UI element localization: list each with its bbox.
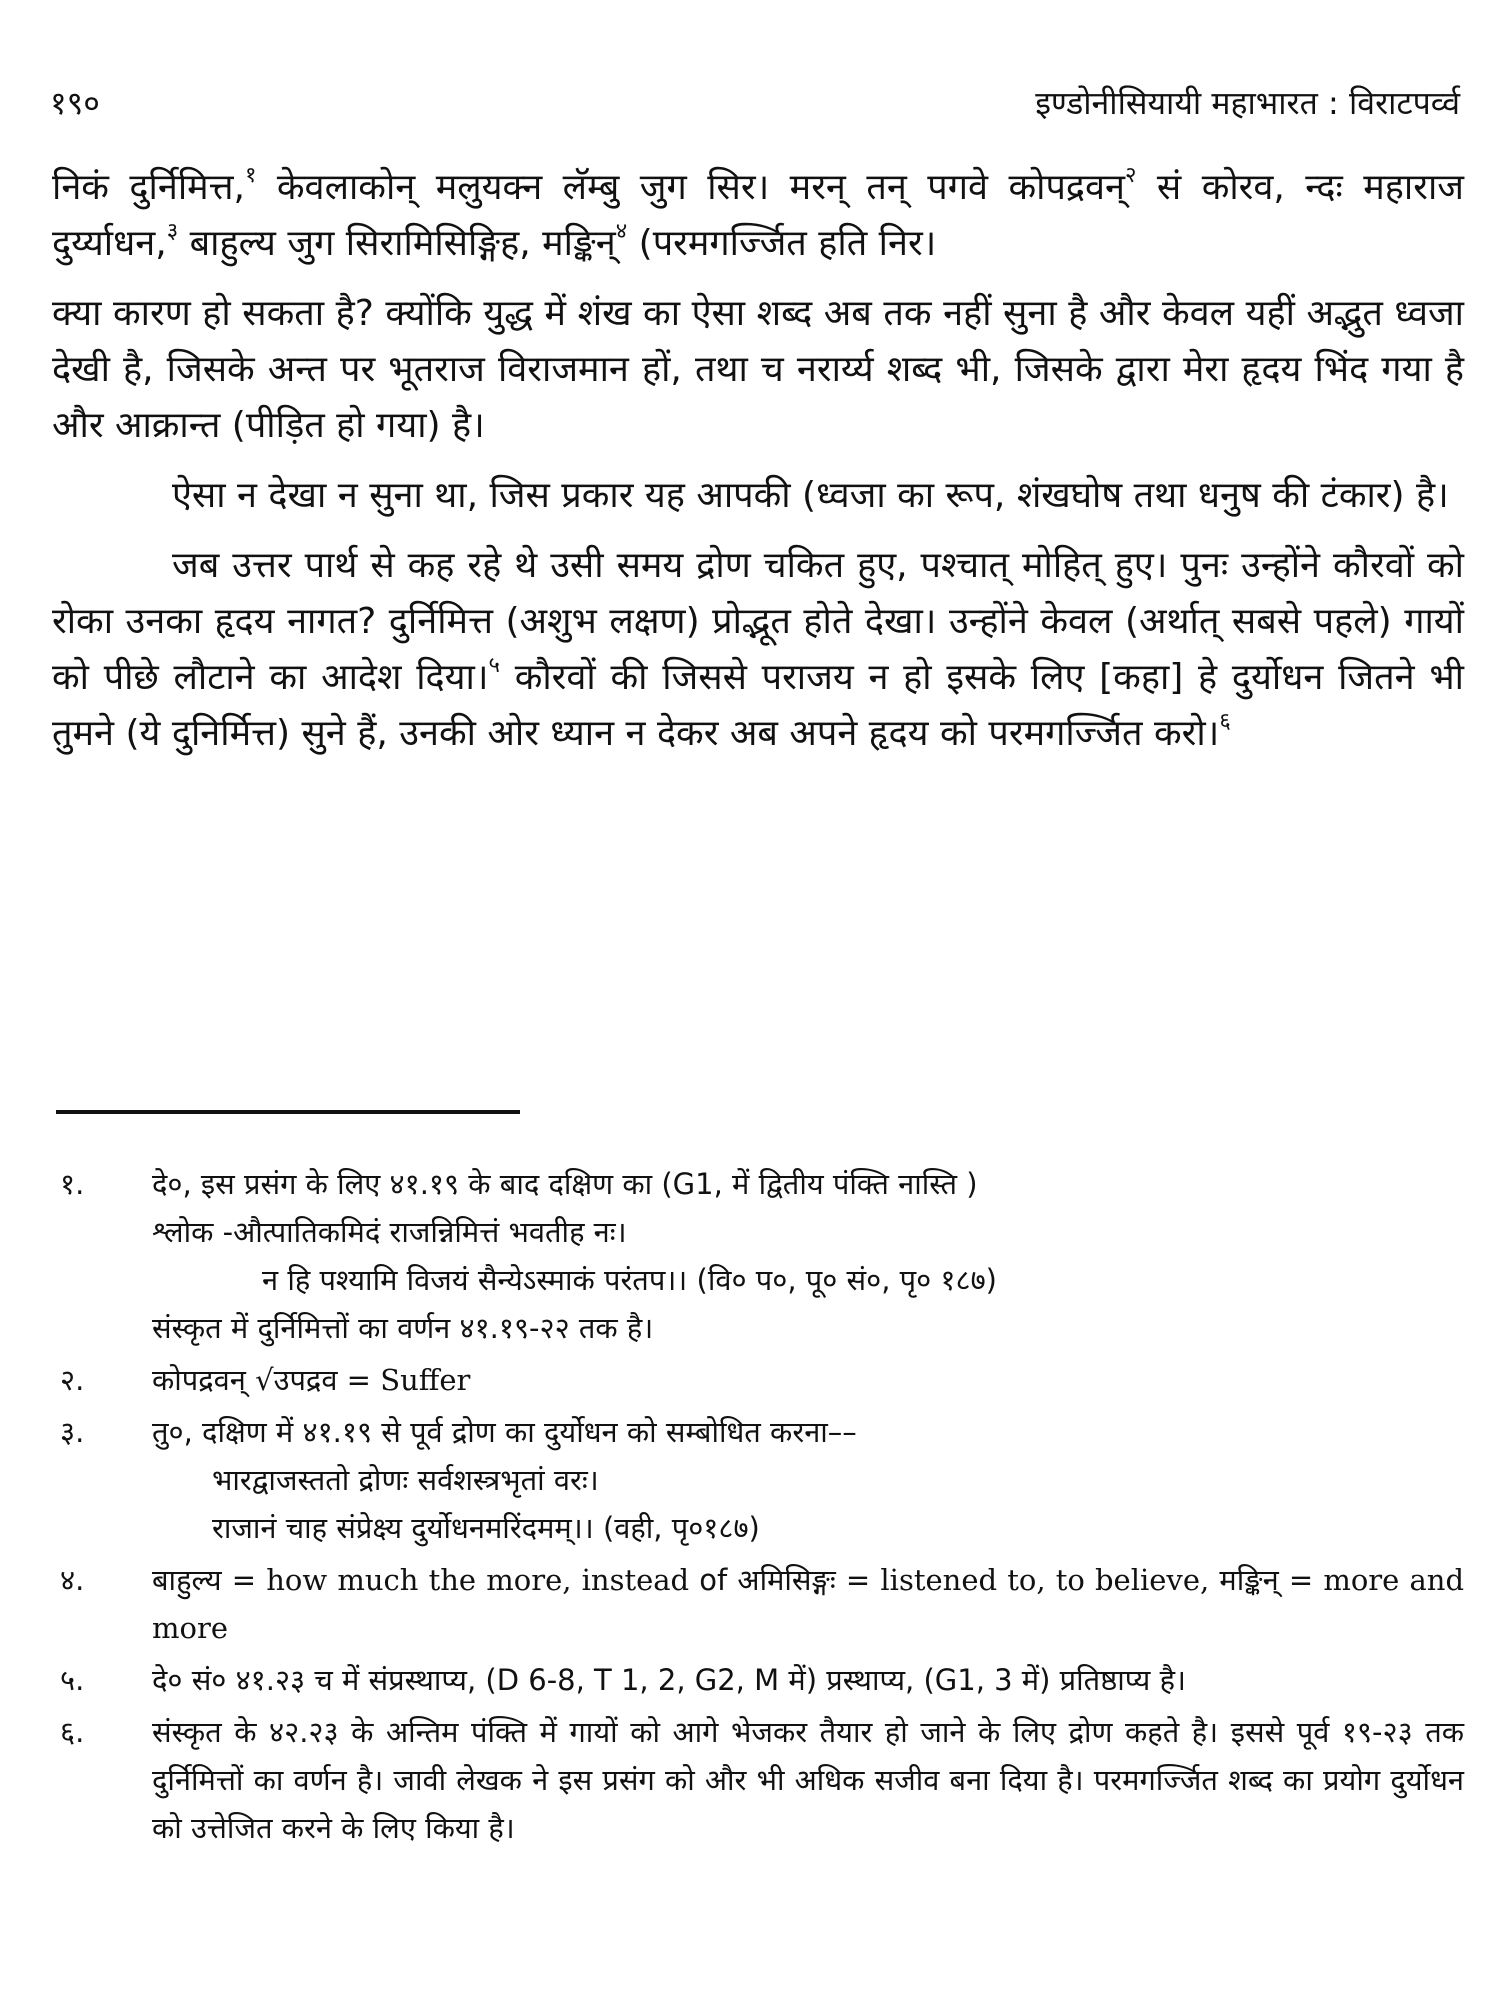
footnote-ref-5: ५ (488, 653, 500, 678)
footnote-number: १. (60, 1167, 85, 1201)
footnote-line: दे० सं० ४१.२३ च में संप्रस्थाप्य, (D 6-8, T 1, 2, G2, M में) प्रस्थाप्य, (G1, 3 में) प्रतिष्ठाप्य है। (152, 1663, 1186, 1697)
footnote-ref-1: १ (245, 163, 257, 188)
footnote-number: ५. (60, 1663, 85, 1697)
footnote-line: न हि पश्यामि विजयं सैन्येऽस्माकं परंतप।। (वि० प०, पू० सं०, पृ० १८७) (262, 1263, 997, 1297)
footnote-6 (60, 1708, 1464, 1852)
footnote-number: ३. (60, 1415, 85, 1449)
footnote-number: ६. (60, 1715, 85, 1749)
footnote-number: २. (60, 1363, 85, 1397)
paragraph-drona: जब उत्तर पार्थ से कह रहे थे उसी समय द्रोण चकित हुए, पश्चात् मोहित् हुए। पुनः उन्होंने कौरवों को रोका उनका हृदय नागत? दुर्निमित्त (अशुभ लक्षण) प्रोद्भूत होते देखा। उन्होंने केवल (अर्थात् सबसे पहले) गायों को पीछे लौटाने का आदेश दिया।$^५$ कौरवों की जिससे पराजय न हो इसके लिए [कहा] हे दुर्योधन जितने भी तुमने (ये दुनिर्मित्त) सुने हैं, उनकी ओर ध्यान न देकर अब अपने हृदय को परमगर्ज्जित करो।$^६$ (52, 545, 1464, 754)
footnote-line: दे०, इस प्रसंग के लिए ४१.१९ के बाद दक्षिण का (G1, में द्वितीय पंक्ति नास्ति ) (152, 1167, 978, 1201)
footnote-3 (60, 1408, 1464, 1552)
footnote-ref-6: ६ (1219, 709, 1231, 734)
page-header (50, 78, 1460, 128)
footnote-ref-4: ४ (615, 219, 628, 244)
footnote-ref-2: २ (1125, 163, 1137, 188)
main-text (52, 160, 1464, 776)
footnotes (60, 1160, 1464, 1856)
page-number: १९० (50, 84, 100, 122)
footnote-line: कोपद्रवन् √उपद्रव = Suffer (152, 1363, 471, 1397)
footnote-1 (60, 1160, 1464, 1352)
footnote-line: श्लोक -औत्पातिकमिदं राजन्निमित्तं भवतीह नः। (152, 1215, 627, 1249)
footnote-line: तु०, दक्षिण में ४१.१९ से पूर्व द्रोण का दुर्योधन को सम्बोधित करना–– (152, 1415, 857, 1449)
footnote-line: भारद्वाजस्ततो द्रोणः सर्वशस्त्रभृतां वरः। (212, 1463, 599, 1497)
footnote-line: राजानं चाह संप्रेक्ष्य दुर्योधनमरिंदमम्।। (वही, पृ०१८७) (212, 1511, 760, 1545)
paragraph-javanese-quote: निकं दुर्निमित्त,$^१$ केवलाकोन् मलुयक्न लॅम्बु जुग सिर। मरन् तन् पगवे कोपद्रवन्$^२$ सं कोरव, न्दः महाराज दुर्य्याधन,$^३$ बाहुल्य जुग सिरामिसिङ्गिह, मङ्किन्$^४$ (परमगर्ज्जित हति निर। (52, 163, 1464, 264)
footnote-number: ४. (60, 1563, 85, 1597)
paragraph-never-seen: ऐसा न देखा न सुना था, जिस प्रकार यह आपकी (ध्वजा का रूप, शंखघोष तथा धनुष की टंकार) है। (172, 475, 1449, 516)
footnote-5 (60, 1656, 1464, 1704)
footnote-line: संस्कृत में दुर्निमित्तों का वर्णन ४१.१९-२२ तक है। (152, 1311, 654, 1345)
footnote-4 (60, 1556, 1464, 1652)
footnote-line: बाहुल्य = how much the more, instead of अमिसिङ्गः = listened to, to believe, मङ्किन् = more and more (152, 1563, 1465, 1645)
footnote-ref-3: ३ (166, 219, 179, 244)
footnote-divider (56, 1110, 520, 1114)
running-title: इण्डोनीसियायी महाभारत : विराटपर्व्व (1035, 84, 1460, 122)
paragraph-translation: क्या कारण हो सकता है? क्योंकि युद्ध में शंख का ऐसा शब्द अब तक नहीं सुना है और केवल यहीं अद्भुत ध्वजा देखी है, जिसके अन्त पर भूतराज विराजमान हों, तथा च नरार्य्य शब्द भी, जिसके द्वारा मेरा हृदय भिंद गया है और आक्रान्त (पीड़ित हो गया) है। (52, 293, 1464, 446)
footnote-2 (60, 1356, 1464, 1404)
footnote-line: संस्कृत के ४२.२३ के अन्तिम पंक्ति में गायों को आगे भेजकर तैयार हो जाने के लिए द्रोण कहते है। इससे पूर्व १९-२३ तक दुर्निमित्तों का वर्णन है। जावी लेखक ने इस प्रसंग को और भी अधिक सजीव बना दिया है। परमगर्ज्जित शब्द का प्रयोग दुर्योधन को उत्तेजित करने के लिए किया है। (152, 1715, 1464, 1845)
